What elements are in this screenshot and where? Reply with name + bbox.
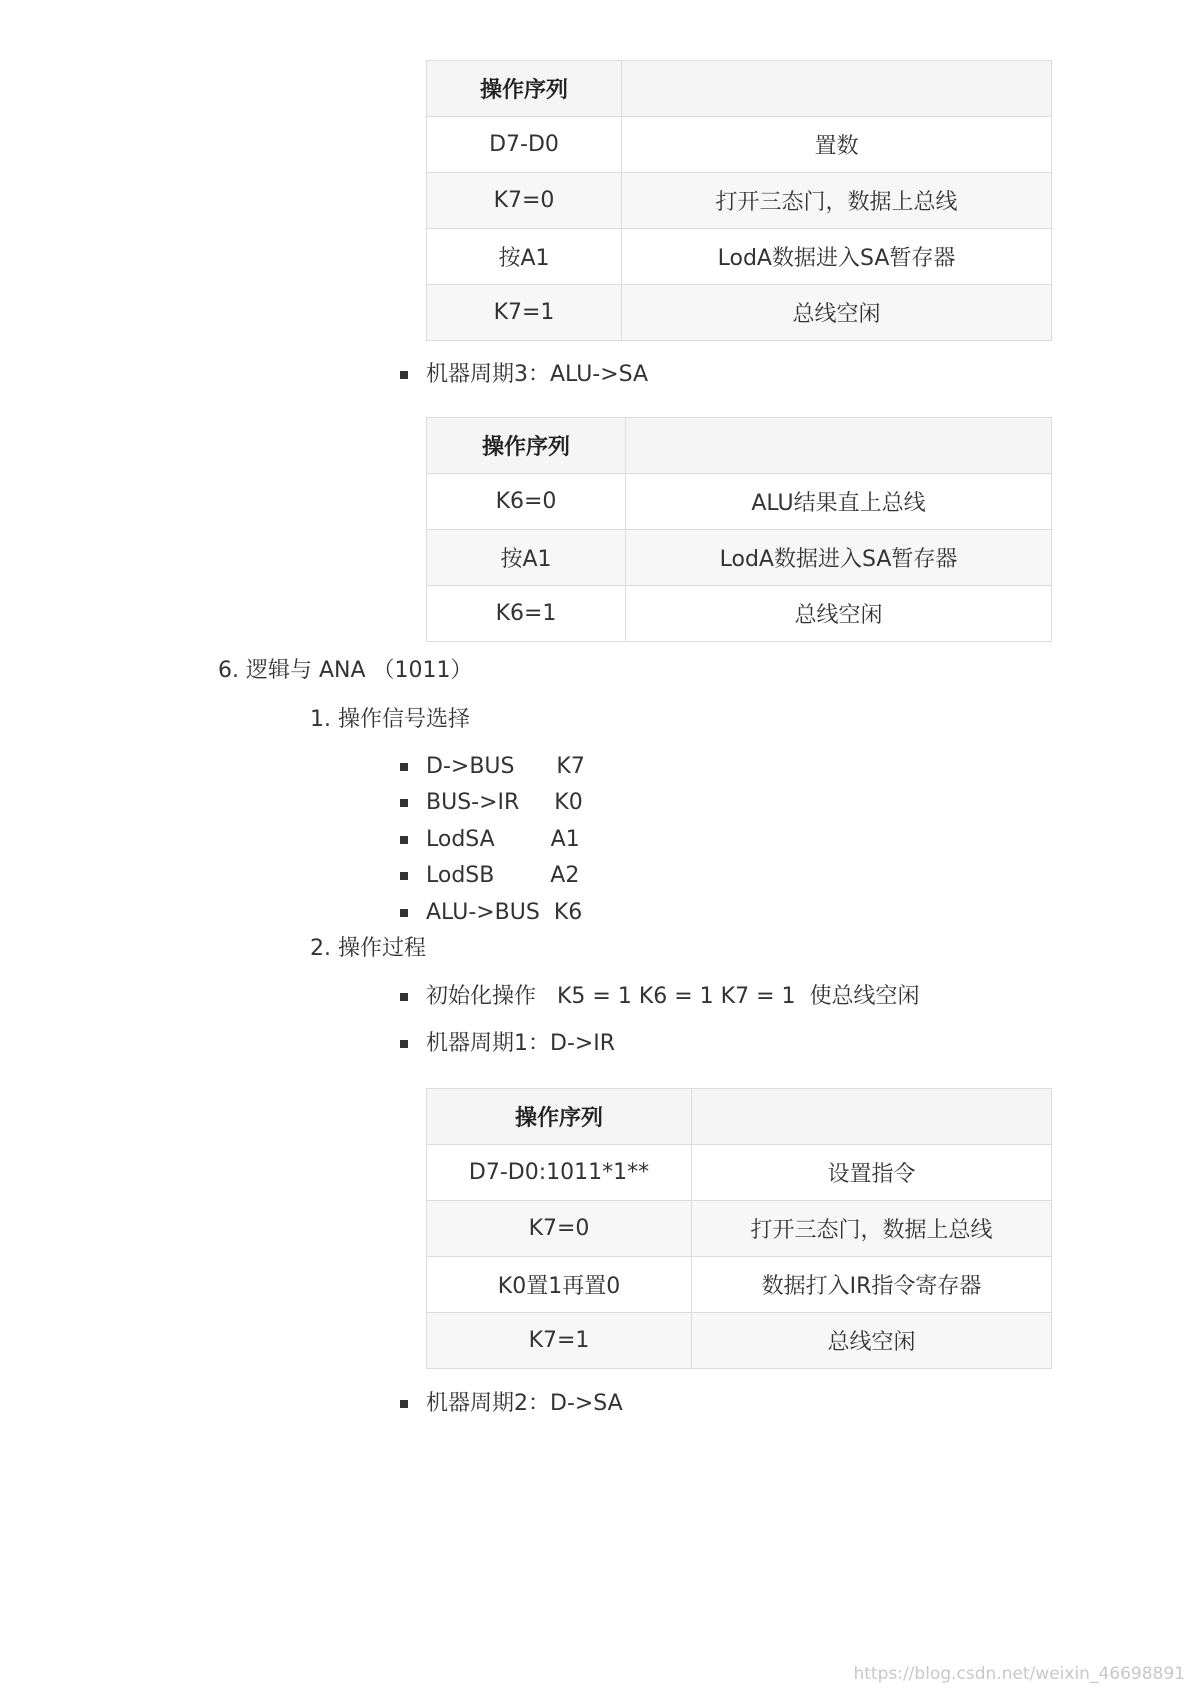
table-row bbox=[427, 285, 1052, 341]
bullet-cycle2: 机器周期2：D->SA bbox=[426, 1391, 623, 1416]
table-cycle3-operations bbox=[426, 417, 1052, 642]
bullet-cycle3: 机器周期3：ALU->SA bbox=[426, 362, 649, 387]
cell-operation: K0置1再置0 bbox=[427, 1257, 692, 1313]
subsection-signal-selection: 1. 操作信号选择 bbox=[310, 707, 470, 732]
table-row bbox=[427, 1257, 1052, 1313]
cell-operation: K6=1 bbox=[427, 586, 626, 642]
header-description bbox=[622, 61, 1052, 117]
header-description bbox=[626, 418, 1052, 474]
table-cycle2-operations bbox=[426, 60, 1052, 341]
cell-description: 设置指令 bbox=[692, 1145, 1052, 1201]
table-row bbox=[427, 474, 1052, 530]
cell-description: 数据打入IR指令寄存器 bbox=[692, 1257, 1052, 1313]
bullet-marker bbox=[400, 836, 408, 844]
cell-description: 置数 bbox=[622, 117, 1052, 173]
cell-operation: K7=0 bbox=[427, 1201, 692, 1257]
table-header-row bbox=[427, 61, 1052, 117]
bullet-marker bbox=[400, 799, 408, 807]
bullet-marker bbox=[400, 993, 408, 1001]
cell-operation: D7-D0:1011*1** bbox=[427, 1145, 692, 1201]
signal-item: LodSB A2 bbox=[426, 863, 580, 888]
cell-operation: D7-D0 bbox=[427, 117, 622, 173]
cell-description: 打开三态门，数据上总线 bbox=[622, 173, 1052, 229]
table-row bbox=[427, 1313, 1052, 1369]
signal-item: D->BUS K7 bbox=[426, 754, 585, 779]
signal-item: BUS->IR K0 bbox=[426, 790, 583, 815]
signal-item: ALU->BUS K6 bbox=[426, 900, 583, 925]
cell-operation: 按A1 bbox=[427, 530, 626, 586]
table-header-row bbox=[427, 418, 1052, 474]
table-row bbox=[427, 1145, 1052, 1201]
header-operation-sequence: 操作序列 bbox=[427, 418, 626, 474]
bullet-marker bbox=[400, 909, 408, 917]
header-description bbox=[692, 1089, 1052, 1145]
cell-description: 打开三态门，数据上总线 bbox=[692, 1201, 1052, 1257]
bullet-cycle1: 机器周期1：D->IR bbox=[426, 1031, 616, 1056]
table-row bbox=[427, 173, 1052, 229]
bullet-marker bbox=[400, 763, 408, 771]
table-row bbox=[427, 586, 1052, 642]
header-operation-sequence: 操作序列 bbox=[427, 61, 622, 117]
table-row bbox=[427, 229, 1052, 285]
cell-operation: K6=0 bbox=[427, 474, 626, 530]
bullet-marker bbox=[400, 1400, 408, 1408]
cell-operation: K7=0 bbox=[427, 173, 622, 229]
bullet-marker bbox=[400, 371, 408, 379]
cell-description: 总线空闲 bbox=[626, 586, 1052, 642]
cell-description: 总线空闲 bbox=[622, 285, 1052, 341]
signal-item: LodSA A1 bbox=[426, 827, 580, 852]
table-row bbox=[427, 530, 1052, 586]
watermark-url: https://blog.csdn.net/weixin_46698891 bbox=[853, 1664, 1185, 1684]
cell-description: LodA数据进入SA暂存器 bbox=[626, 530, 1052, 586]
header-operation-sequence: 操作序列 bbox=[427, 1089, 692, 1145]
table-row bbox=[427, 117, 1052, 173]
cell-operation: K7=1 bbox=[427, 285, 622, 341]
subsection-operation-process: 2. 操作过程 bbox=[310, 936, 426, 961]
bullet-marker bbox=[400, 1040, 408, 1048]
cell-operation: 按A1 bbox=[427, 229, 622, 285]
table-header-row bbox=[427, 1089, 1052, 1145]
bullet-marker bbox=[400, 872, 408, 880]
bullet-init: 初始化操作 K5 = 1 K6 = 1 K7 = 1 使总线空闲 bbox=[426, 984, 920, 1009]
cell-description: 总线空闲 bbox=[692, 1313, 1052, 1369]
cell-description: ALU结果直上总线 bbox=[626, 474, 1052, 530]
cell-description: LodA数据进入SA暂存器 bbox=[622, 229, 1052, 285]
table-cycle1-operations bbox=[426, 1088, 1052, 1369]
cell-operation: K7=1 bbox=[427, 1313, 692, 1369]
section-heading-ana: 6. 逻辑与 ANA （1011） bbox=[218, 658, 473, 683]
table-row bbox=[427, 1201, 1052, 1257]
